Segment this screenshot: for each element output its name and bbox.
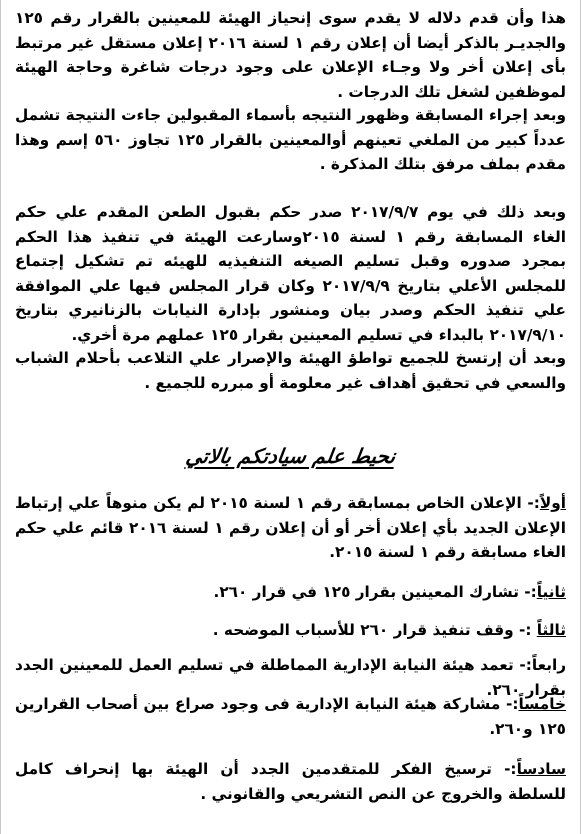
item-sixth-label: سادساً (516, 760, 566, 778)
item-first-text: :- الإعلان الخاص بمسابقة رقم ١ لسنة ٢٠١٥ لم يكن منوهاً علي إرتباط الإعلان الجديد بأي إعلان أخر أو أن إعلان رقم ١ لسنة ٢٠١٦ قائم علي حكم الغاء مسابقة رقم ١ لسنة ٢٠١٥. (15, 494, 567, 561)
item-sixth-text: :- ترسيخ الفكر للمتقدمين الجدد أن الهيئة بها إنحراف كامل للسلطة والخروج عن النص التشريعي والقانوني . (15, 760, 566, 803)
item-third (15, 618, 566, 643)
section-heading: نحيط علم سيادتكم بالاتي (184, 444, 397, 468)
item-third-label: ثالثاً (536, 621, 566, 639)
item-sixth (15, 757, 566, 806)
item-fourth-text: رابعاً:- تعمد هيئة النيابة الإدارية المماطلة في تسليم العمل للمعينين الجدد بقرار ٢٦٠. (15, 656, 566, 699)
item-second (15, 580, 566, 605)
paragraph-4: وبعد أن إرتسخ للجميع تواطؤ الهيئة والإصرار علي التلاعب بأحلام الشباب والسعي في تحقيق أهداف غير معلومة أو مبرره للجميع . (15, 349, 566, 392)
item-third-text: :- وقف تنفيذ قرار ٢٦٠ للأسباب الموضحه . (212, 621, 537, 639)
item-second-text: :- تشارك المعينين بقرار ١٢٥ في قرار ٢٦٠. (213, 583, 537, 601)
item-fifth-text: :- مشاركة هيئة النيابة الإدارية فى وجود صراع بين أصحاب القرارين ١٢٥ و٢٦٠. (15, 695, 566, 738)
item-fifth-label: خامساً (518, 695, 566, 713)
paragraph-1: هذا وأن قدم دلاله لا يقدم سوى إنحياز الهيئة للمعينين بالقرار رقم ١٢٥ والجديـر بالذكر أيضا أن إعلان رقم ١ لسنة ٢٠١٦ إعلان مستقل غير مرتبط بأى إعلان أخر ولا وجـاء الإعلان على وجود درجات شاغرة وحاجة الهيئة لموظفين لشغل تلك الدرجات . (15, 9, 566, 101)
heading-container (1, 436, 580, 476)
item-fifth (15, 692, 566, 741)
item-first (15, 491, 566, 565)
item-second-label: ثانياً (536, 583, 566, 601)
paragraph-2: وبعد إجراء المسابقة وظهور النتيجه بأسماء المقبولين جاءت النتيجة تشمل عدداً كبير من الملغي تعينهم أوالمعينين بالقرار ١٢٥ تجاوز ٥٦٠ إسم وهذا مقدم بملف مرفق بتلك المذكرة . (15, 106, 566, 173)
paragraph-3: وبعد ذلك في يوم ٢٠١٧/٩/٧ صدر حكم بقبول الطعن المقدم علي حكم الغاء المسابقة رقم ١ لسنة ٢٠١٥وسارعت الهيئة في تنفيذ هذا الحكم بمجرد صدوره وقبل تسليم الصيغه التنفيذيه للهيئه تم تشكيل إجتماع للمجلس الأعلي بتاريخ ٢٠١٧/٩/٩ وكان قرار المجلس فيها علي الموافقة علي تنفيذ الحكم وصدر بيان ومنشور بإدارة النيابات بالزنانيري بتاريخ ٢٠١٧/٩/١٠ بالبداء في تسليم المعينين بقرار ١٢٥ عملهم مرة أخري. (15, 203, 566, 344)
item-first-label: أولاً (539, 494, 566, 512)
